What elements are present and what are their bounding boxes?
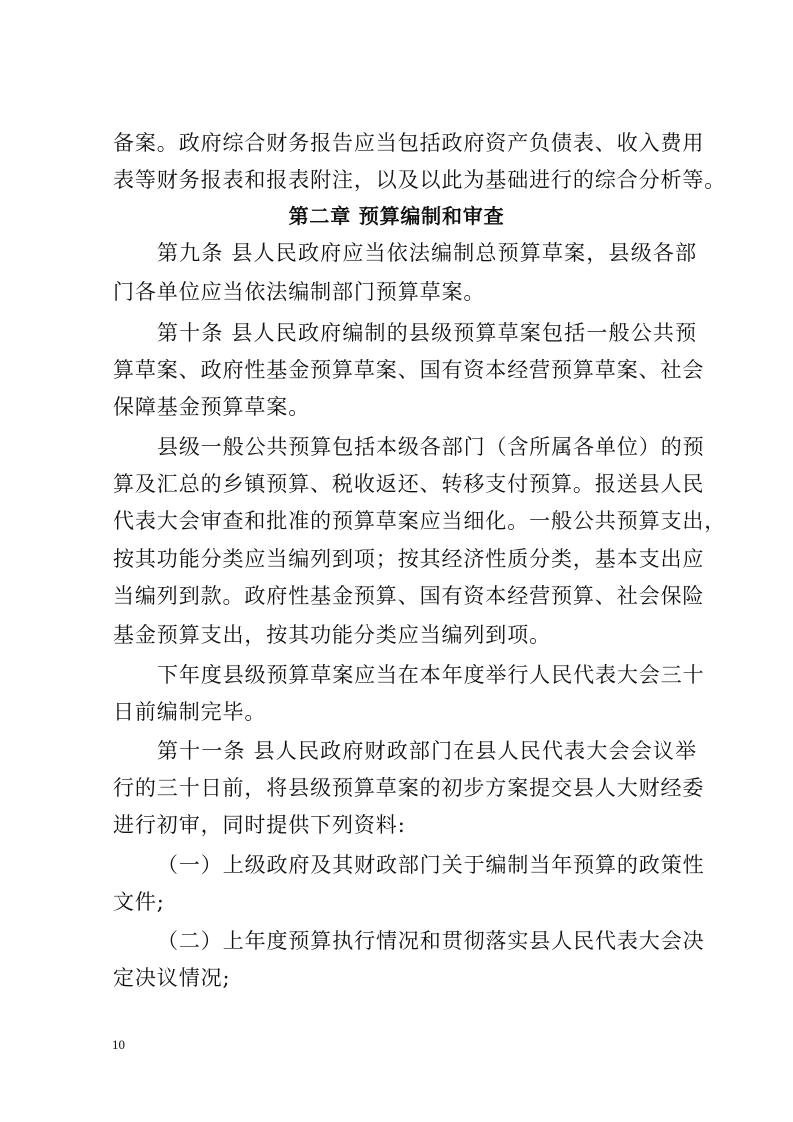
chapter-heading: 第二章 预算编制和审查: [288, 204, 505, 228]
text-line: 保障基金预算草案。: [113, 395, 311, 419]
text-line: 进行初审，同时提供下列资料:: [113, 813, 406, 837]
text-line: 当编列到款。政府性基金预算、国有资本经营预算、社会保险: [113, 584, 705, 608]
text-line: 行的三十日前，将县级预算草案的初步方案提交县人大财经委: [113, 776, 705, 800]
list-item-line: 定决议情况;: [113, 966, 231, 990]
text-line: 算及汇总的乡镇预算、税收返还、转移支付预算。报送县人民: [113, 472, 705, 496]
text-line: 下年度县级预算草案应当在本年度举行人民代表大会三十: [157, 663, 705, 687]
text-line: 表等财务报表和报表附注，以及以此为基础进行的综合分析等。: [113, 168, 727, 192]
text-line: 算草案、政府性基金预算草案、国有资本经营预算草案、社会: [113, 358, 705, 382]
text-line: 第十条 县人民政府编制的县级预算草案包括一般公共预: [157, 321, 697, 345]
text-line: 第十一条 县人民政府财政部门在县人民代表大会会议举: [157, 739, 697, 763]
text-line: 备案。政府综合财务报告应当包括政府资产负债表、收入费用: [113, 131, 705, 155]
text-line: 按其功能分类应当编列到项；按其经济性质分类，基本支出应: [113, 547, 705, 571]
text-line: 门各单位应当依法编制部门预算草案。: [113, 280, 486, 304]
list-item-line: （一）上级政府及其财政部门关于编制当年预算的政策性: [157, 853, 705, 877]
list-item-line: 文件;: [113, 890, 165, 914]
text-line: 县级一般公共预算包括本级各部门（含所属各单位）的预: [157, 435, 705, 459]
text-line: 第九条 县人民政府应当依法编制总预算草案，县级各部: [157, 241, 697, 265]
text-line: 日前编制完毕。: [113, 700, 267, 724]
text-line: 基金预算支出，按其功能分类应当编列到项。: [113, 623, 551, 647]
text-line: 代表大会审查和批准的预算草案应当细化。一般公共预算支出，: [113, 509, 727, 533]
page-number: 10: [112, 1037, 125, 1052]
list-item-line: （二）上年度预算执行情况和贯彻落实县人民代表大会决: [157, 929, 705, 953]
